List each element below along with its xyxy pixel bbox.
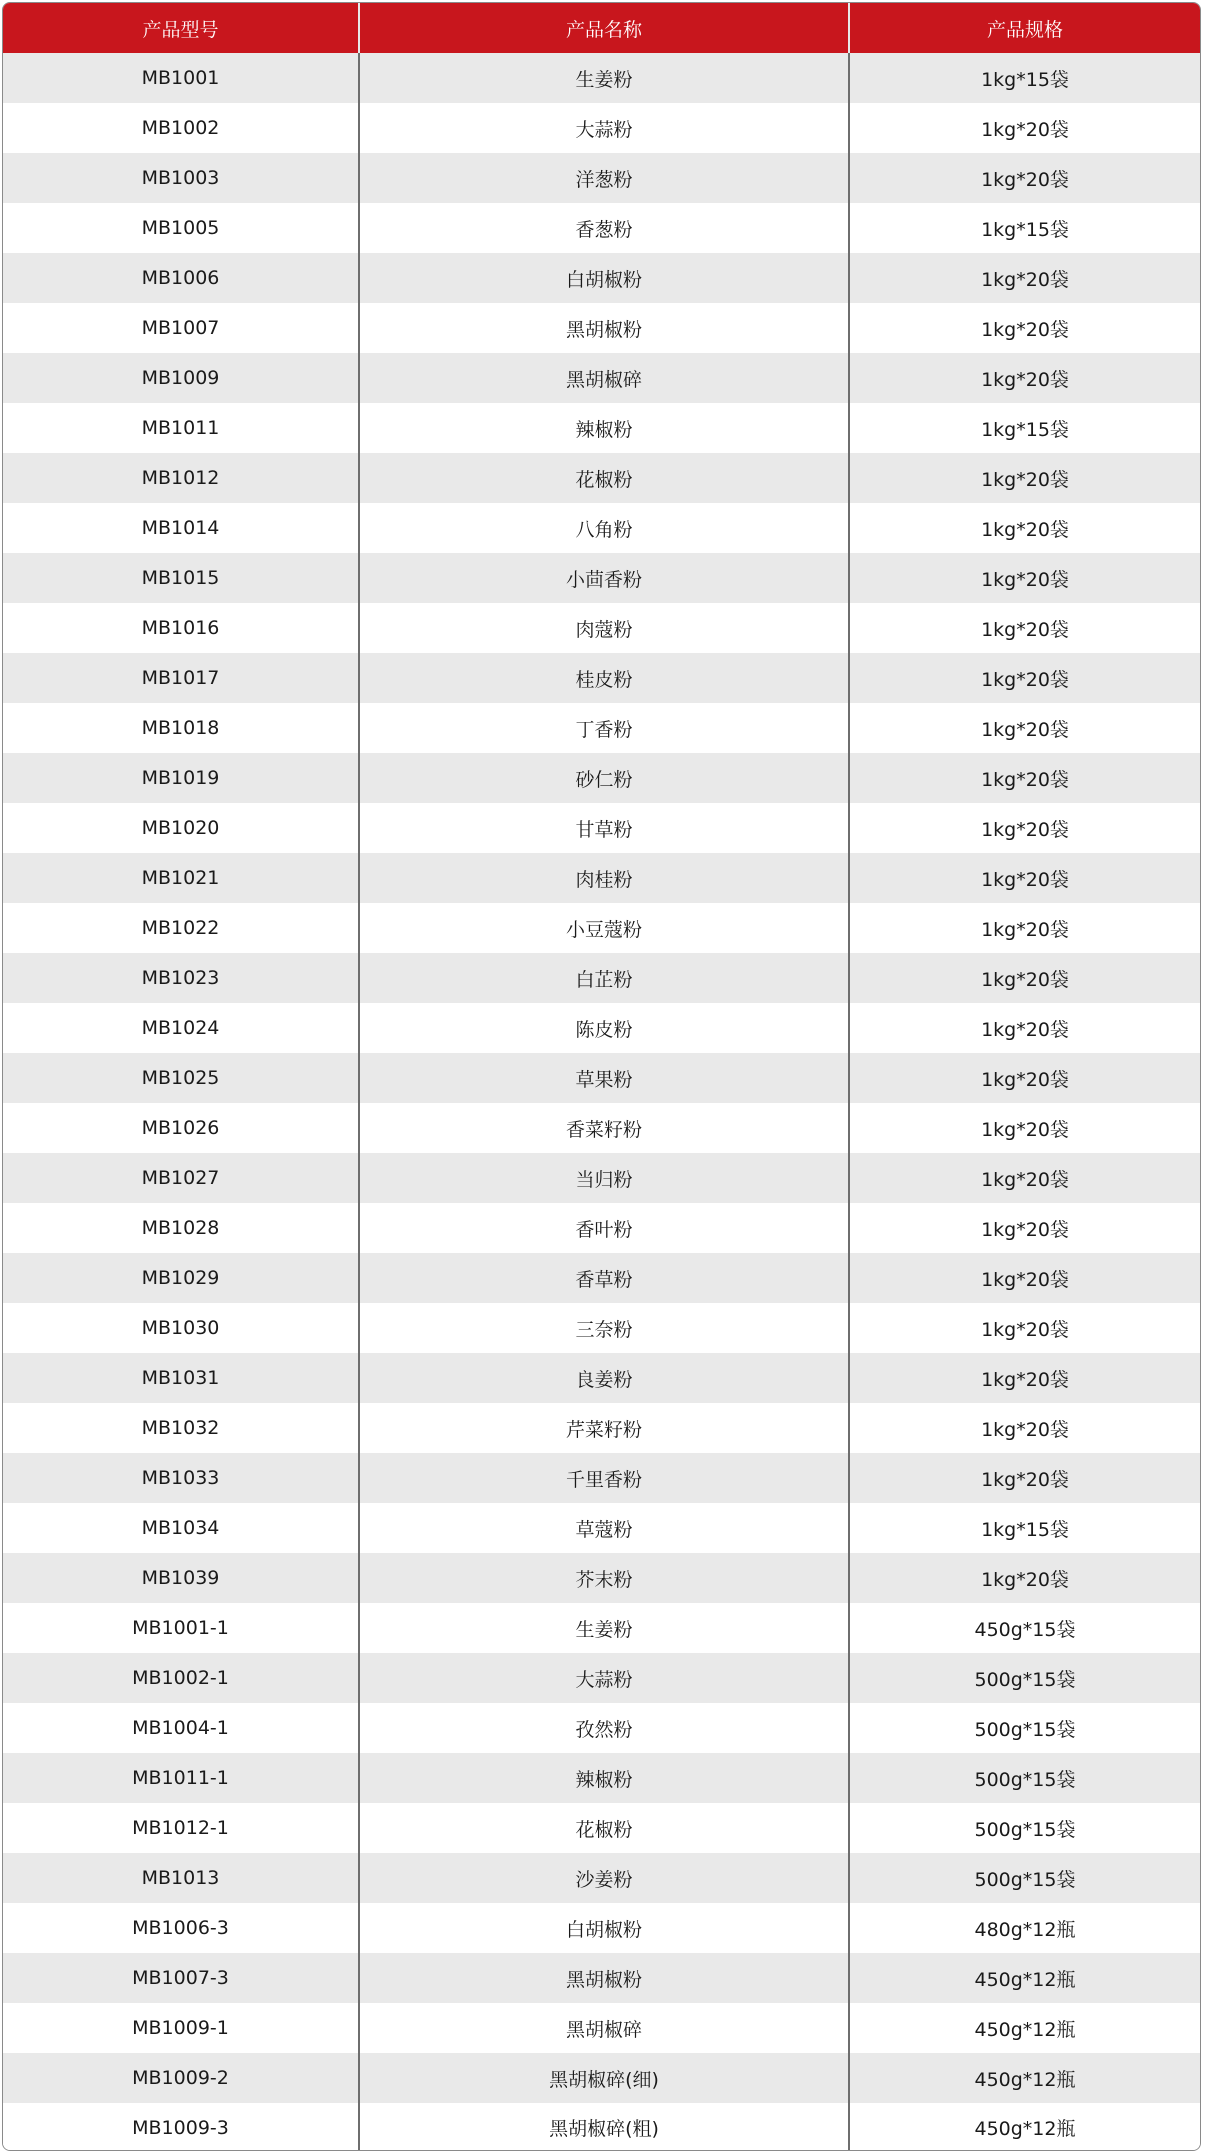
- table-body: [3, 53, 1200, 2151]
- cell-name: 甘草粉: [360, 803, 850, 853]
- cell-model: MB1019: [3, 753, 360, 803]
- cell-spec: 1kg*20袋: [981, 268, 1069, 291]
- cell-model: MB1002-1: [3, 1653, 360, 1703]
- cell-model: MB1011: [3, 403, 360, 453]
- cell-spec: 1kg*20袋: [981, 1318, 1069, 1341]
- cell-model: MB1002: [3, 103, 360, 153]
- cell-name: 草果粉: [360, 1053, 850, 1103]
- table-row: [3, 1653, 1200, 1703]
- cell-spec: 1kg*20袋: [981, 1568, 1069, 1591]
- cell-model: MB1032: [3, 1403, 360, 1453]
- cell-spec: 450g*12瓶: [974, 1968, 1076, 1991]
- cell-name: 芥末粉: [360, 1553, 850, 1603]
- cell-name: 沙姜粉: [360, 1853, 850, 1903]
- cell-model: MB1009-2: [3, 2053, 360, 2103]
- cell-name: 草蔻粉: [360, 1503, 850, 1553]
- cell-spec: 1kg*20袋: [981, 1268, 1069, 1291]
- cell-name: 良姜粉: [360, 1353, 850, 1403]
- cell-name: 丁香粉: [360, 703, 850, 753]
- cell-spec: 1kg*20袋: [981, 468, 1069, 491]
- cell-name: 黑胡椒粉: [360, 303, 850, 353]
- table-row: [3, 1803, 1200, 1853]
- table-row: [3, 803, 1200, 853]
- table-row: [3, 1103, 1200, 1153]
- table-row: [3, 1503, 1200, 1553]
- cell-name: 陈皮粉: [360, 1003, 850, 1053]
- cell-spec: 1kg*20袋: [981, 918, 1069, 941]
- cell-spec: 450g*12瓶: [974, 2068, 1076, 2091]
- table-row: [3, 1603, 1200, 1653]
- cell-name: 小茴香粉: [360, 553, 850, 603]
- cell-name: 砂仁粉: [360, 753, 850, 803]
- cell-name: 桂皮粉: [360, 653, 850, 703]
- cell-model: MB1033: [3, 1453, 360, 1503]
- cell-model: MB1006-3: [3, 1903, 360, 1953]
- table-row: [3, 1303, 1200, 1353]
- cell-spec: 1kg*20袋: [981, 968, 1069, 991]
- table-row: [3, 2103, 1200, 2151]
- cell-spec: 1kg*20袋: [981, 618, 1069, 641]
- cell-name: 肉桂粉: [360, 853, 850, 903]
- cell-spec: 1kg*20袋: [981, 1018, 1069, 1041]
- cell-name: 辣椒粉: [360, 403, 850, 453]
- cell-spec: 1kg*20袋: [981, 868, 1069, 891]
- table-row: [3, 1453, 1200, 1503]
- cell-model: MB1004-1: [3, 1703, 360, 1753]
- cell-name: 花椒粉: [360, 453, 850, 503]
- cell-spec: 450g*12瓶: [974, 2018, 1076, 2041]
- cell-model: MB1039: [3, 1553, 360, 1603]
- cell-spec: 480g*12瓶: [974, 1918, 1076, 1941]
- cell-name: 肉蔻粉: [360, 603, 850, 653]
- table-row: [3, 1553, 1200, 1603]
- cell-model: MB1022: [3, 903, 360, 953]
- cell-model: MB1028: [3, 1203, 360, 1253]
- cell-spec: 1kg*15袋: [981, 218, 1069, 241]
- cell-name: 洋葱粉: [360, 153, 850, 203]
- cell-model: MB1014: [3, 503, 360, 553]
- cell-model: MB1013: [3, 1853, 360, 1903]
- cell-model: MB1024: [3, 1003, 360, 1053]
- cell-spec: 1kg*15袋: [981, 1518, 1069, 1541]
- table-row: [3, 1953, 1200, 2003]
- header-spec: 产品规格: [986, 18, 1063, 41]
- table-row: [3, 2053, 1200, 2103]
- cell-name: 黑胡椒粉: [360, 1953, 850, 2003]
- cell-name: 当归粉: [360, 1153, 850, 1203]
- table-row: [3, 403, 1200, 453]
- table-row: [3, 553, 1200, 603]
- cell-spec: 500g*15袋: [974, 1768, 1076, 1791]
- table-row: [3, 1053, 1200, 1103]
- cell-name: 大蒜粉: [360, 103, 850, 153]
- cell-model: MB1015: [3, 553, 360, 603]
- cell-spec: 1kg*20袋: [981, 1468, 1069, 1491]
- table-row: [3, 303, 1200, 353]
- cell-model: MB1025: [3, 1053, 360, 1103]
- cell-spec: 1kg*20袋: [981, 718, 1069, 741]
- cell-model: MB1016: [3, 603, 360, 653]
- cell-spec: 1kg*20袋: [981, 1168, 1069, 1191]
- table-row: [3, 1203, 1200, 1253]
- table-row: [3, 1153, 1200, 1203]
- cell-model: MB1006: [3, 253, 360, 303]
- cell-name: 千里香粉: [360, 1453, 850, 1503]
- cell-name: 香葱粉: [360, 203, 850, 253]
- cell-name: 白芷粉: [360, 953, 850, 1003]
- cell-model: MB1007: [3, 303, 360, 353]
- table-header-row: [3, 3, 1200, 53]
- cell-model: MB1009: [3, 353, 360, 403]
- cell-spec: 1kg*20袋: [981, 1118, 1069, 1141]
- cell-spec: 1kg*20袋: [981, 118, 1069, 141]
- cell-model: MB1009-1: [3, 2003, 360, 2053]
- cell-model: MB1021: [3, 853, 360, 903]
- cell-name: 香草粉: [360, 1253, 850, 1303]
- cell-spec: 450g*12瓶: [974, 2118, 1076, 2140]
- cell-name: 三奈粉: [360, 1303, 850, 1353]
- table-row: [3, 203, 1200, 253]
- table-row: [3, 603, 1200, 653]
- cell-model: MB1012: [3, 453, 360, 503]
- cell-spec: 1kg*20袋: [981, 368, 1069, 391]
- cell-spec: 500g*15袋: [974, 1668, 1076, 1691]
- cell-spec: 1kg*15袋: [981, 68, 1069, 91]
- table-row: [3, 953, 1200, 1003]
- cell-spec: 1kg*20袋: [981, 1368, 1069, 1391]
- cell-name: 大蒜粉: [360, 1653, 850, 1703]
- table-row: [3, 1403, 1200, 1453]
- table-row: [3, 703, 1200, 753]
- cell-name: 孜然粉: [360, 1703, 850, 1753]
- table-row: [3, 753, 1200, 803]
- table-row: [3, 853, 1200, 903]
- cell-name: 香叶粉: [360, 1203, 850, 1253]
- cell-name: 黑胡椒碎: [360, 353, 850, 403]
- table-row: [3, 1253, 1200, 1303]
- cell-model: MB1031: [3, 1353, 360, 1403]
- cell-spec: 1kg*20袋: [981, 1218, 1069, 1241]
- table-row: [3, 503, 1200, 553]
- cell-model: MB1030: [3, 1303, 360, 1353]
- table-row: [3, 1003, 1200, 1053]
- cell-spec: 1kg*20袋: [981, 818, 1069, 841]
- cell-model: MB1005: [3, 203, 360, 253]
- cell-spec: 1kg*20袋: [981, 1068, 1069, 1091]
- cell-name: 生姜粉: [360, 53, 850, 103]
- table-row: [3, 2003, 1200, 2053]
- cell-name: 八角粉: [360, 503, 850, 553]
- cell-spec: 1kg*15袋: [981, 418, 1069, 441]
- cell-name: 芹菜籽粉: [360, 1403, 850, 1453]
- table-row: [3, 653, 1200, 703]
- cell-name: 生姜粉: [360, 1603, 850, 1653]
- cell-spec: 1kg*20袋: [981, 168, 1069, 191]
- cell-spec: 450g*15袋: [974, 1618, 1076, 1641]
- cell-model: MB1026: [3, 1103, 360, 1153]
- cell-name: 辣椒粉: [360, 1753, 850, 1803]
- cell-spec: 1kg*20袋: [981, 1418, 1069, 1441]
- cell-model: MB1011-1: [3, 1753, 360, 1803]
- cell-spec: 1kg*20袋: [981, 768, 1069, 791]
- cell-spec: 1kg*20袋: [981, 518, 1069, 541]
- cell-model: MB1017: [3, 653, 360, 703]
- header-model: 产品型号: [3, 3, 360, 53]
- cell-model: MB1023: [3, 953, 360, 1003]
- header-name: 产品名称: [360, 3, 850, 53]
- cell-model: MB1020: [3, 803, 360, 853]
- table-row: [3, 453, 1200, 503]
- table-row: [3, 53, 1200, 103]
- cell-spec: 500g*15袋: [974, 1718, 1076, 1741]
- product-spec-table: [2, 2, 1201, 2151]
- cell-name: 白胡椒粉: [360, 1903, 850, 1953]
- table-row: [3, 1703, 1200, 1753]
- cell-model: MB1001: [3, 53, 360, 103]
- cell-name: 黑胡椒碎: [360, 2003, 850, 2053]
- table-row: [3, 1353, 1200, 1403]
- cell-model: MB1001-1: [3, 1603, 360, 1653]
- cell-spec: 500g*15袋: [974, 1868, 1076, 1891]
- table-row: [3, 353, 1200, 403]
- cell-name: 黑胡椒碎(粗): [360, 2103, 850, 2151]
- table-row: [3, 1903, 1200, 1953]
- cell-name: 白胡椒粉: [360, 253, 850, 303]
- cell-model: MB1034: [3, 1503, 360, 1553]
- cell-model: MB1018: [3, 703, 360, 753]
- table-row: [3, 1753, 1200, 1803]
- cell-name: 黑胡椒碎(细): [360, 2053, 850, 2103]
- cell-model: MB1029: [3, 1253, 360, 1303]
- table-row: [3, 153, 1200, 203]
- cell-model: MB1003: [3, 153, 360, 203]
- cell-name: 花椒粉: [360, 1803, 850, 1853]
- cell-model: MB1009-3: [3, 2103, 360, 2151]
- table-row: [3, 103, 1200, 153]
- cell-model: MB1012-1: [3, 1803, 360, 1853]
- cell-name: 小豆蔻粉: [360, 903, 850, 953]
- cell-spec: 1kg*20袋: [981, 568, 1069, 591]
- cell-spec: 1kg*20袋: [981, 668, 1069, 691]
- cell-model: MB1007-3: [3, 1953, 360, 2003]
- cell-model: MB1027: [3, 1153, 360, 1203]
- table-row: [3, 1853, 1200, 1903]
- table-row: [3, 903, 1200, 953]
- cell-spec: 1kg*20袋: [981, 318, 1069, 341]
- table-row: [3, 253, 1200, 303]
- cell-name: 香菜籽粉: [360, 1103, 850, 1153]
- cell-spec: 500g*15袋: [974, 1818, 1076, 1841]
